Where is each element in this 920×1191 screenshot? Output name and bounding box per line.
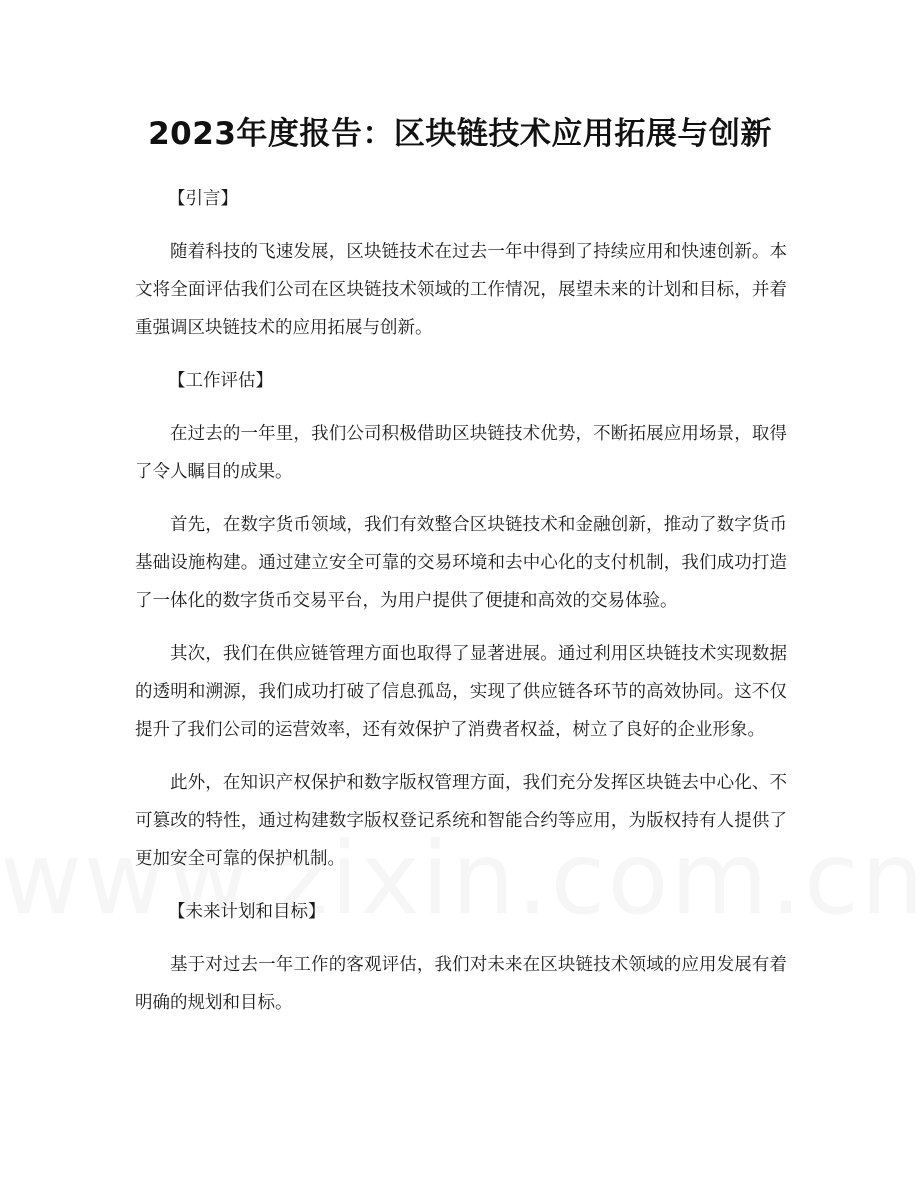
section-heading-future-plans: 【未来计划和目标】 — [168, 902, 326, 922]
paragraph-supply-chain: 其次，我们在供应链管理方面也取得了显著进展。通过利用区块链技术实现数据的透明和溯源，我们成功打破了信息孤岛，实现了供应链各环节的高效协同。这不仅提升了我们公司的运营效率，还有效保护了消费者权益，树立了良好的企业形象。 — [135, 644, 787, 740]
section-heading-work-evaluation: 【工作评估】 — [168, 371, 273, 391]
document-title: 2023年度报告：区块链技术应用拓展与创新 — [148, 116, 772, 152]
section-heading-introduction: 【引言】 — [168, 189, 238, 209]
paragraph-evaluation-overview: 在过去的一年里，我们公司积极借助区块链技术优势，不断拓展应用场景，取得了令人瞩目的成果。 — [135, 424, 787, 482]
document-body — [135, 180, 787, 1037]
paragraph-future-plans: 基于对过去一年工作的客观评估，我们对未来在区块链技术领域的应用发展有着明确的规划和目标。 — [135, 955, 787, 1013]
paragraph-introduction: 随着科技的飞速发展，区块链技术在过去一年中得到了持续应用和快速创新。本文将全面评估我们公司在区块链技术领域的工作情况，展望未来的计划和目标，并着重强调区块链技术的应用拓展与创新。 — [135, 242, 787, 338]
paragraph-intellectual-property: 此外，在知识产权保护和数字版权管理方面，我们充分发挥区块链去中心化、不可篡改的特性，通过构建数字版权登记系统和智能合约等应用，为版权持有人提供了更加安全可靠的保护机制。 — [135, 773, 787, 869]
paragraph-digital-currency: 首先，在数字货币领域，我们有效整合区块链技术和金融创新，推动了数字货币基础设施构建。通过建立安全可靠的交易环境和去中心化的支付机制，我们成功打造了一体化的数字货币交易平台，为用户提供了便捷和高效的交易体验。 — [135, 515, 787, 611]
